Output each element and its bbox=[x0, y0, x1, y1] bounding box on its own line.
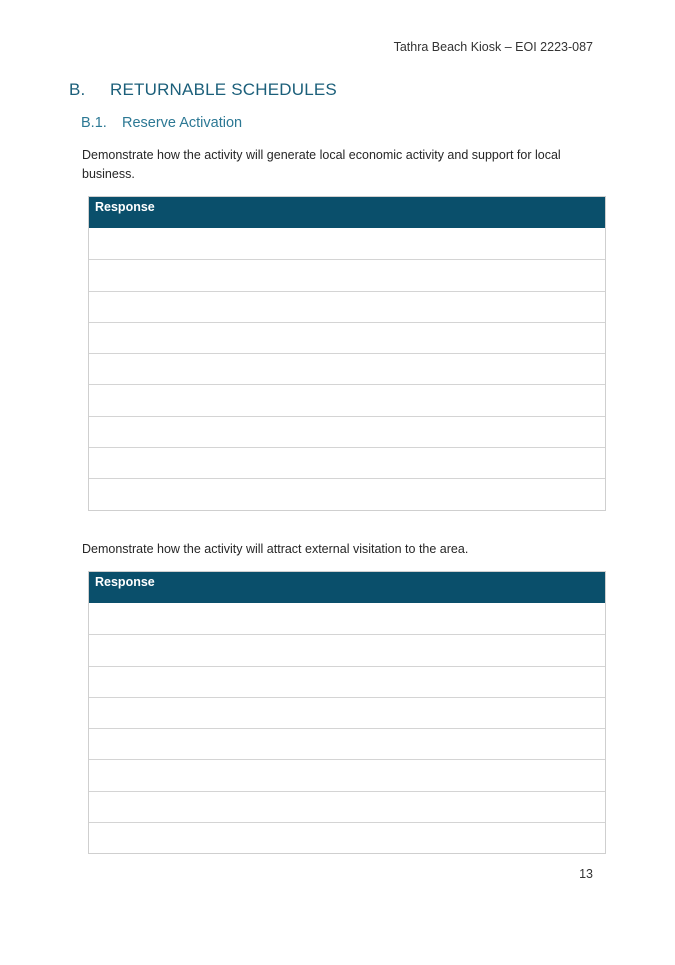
response-row[interactable] bbox=[89, 603, 605, 634]
response-table-2-header: Response bbox=[89, 572, 605, 603]
response-row[interactable] bbox=[89, 759, 605, 790]
response-row[interactable] bbox=[89, 697, 605, 728]
section-title: RETURNABLE SCHEDULES bbox=[110, 80, 337, 99]
response-row[interactable] bbox=[89, 384, 605, 415]
response-row[interactable] bbox=[89, 634, 605, 665]
section-heading bbox=[69, 80, 337, 100]
response-row[interactable] bbox=[89, 666, 605, 697]
subsection-number: B.1. bbox=[81, 115, 107, 131]
response-row[interactable] bbox=[89, 478, 605, 509]
response-row[interactable] bbox=[89, 353, 605, 384]
response-table-1-header: Response bbox=[89, 197, 605, 228]
response-table-1-body bbox=[89, 228, 605, 510]
response-table-2-body bbox=[89, 603, 605, 853]
response-row[interactable] bbox=[89, 822, 605, 853]
subsection-heading bbox=[81, 115, 242, 131]
response-row[interactable] bbox=[89, 228, 605, 259]
response-row[interactable] bbox=[89, 322, 605, 353]
response-row[interactable] bbox=[89, 447, 605, 478]
page-number: 13 bbox=[579, 867, 593, 881]
question-2-text: Demonstrate how the activity will attract external visitation to the area. bbox=[82, 542, 469, 556]
response-row[interactable] bbox=[89, 416, 605, 447]
response-row[interactable] bbox=[89, 728, 605, 759]
question-1-text: Demonstrate how the activity will generate local economic activity and support for local business. bbox=[82, 148, 561, 181]
response-row[interactable] bbox=[89, 259, 605, 290]
response-table-1 bbox=[88, 196, 606, 511]
response-table-2 bbox=[88, 571, 606, 854]
document-header-title: Tathra Beach Kiosk – EOI 2223-087 bbox=[393, 40, 593, 54]
section-number: B. bbox=[69, 80, 86, 99]
response-row[interactable] bbox=[89, 791, 605, 822]
response-row[interactable] bbox=[89, 291, 605, 322]
subsection-title: Reserve Activation bbox=[122, 115, 243, 131]
